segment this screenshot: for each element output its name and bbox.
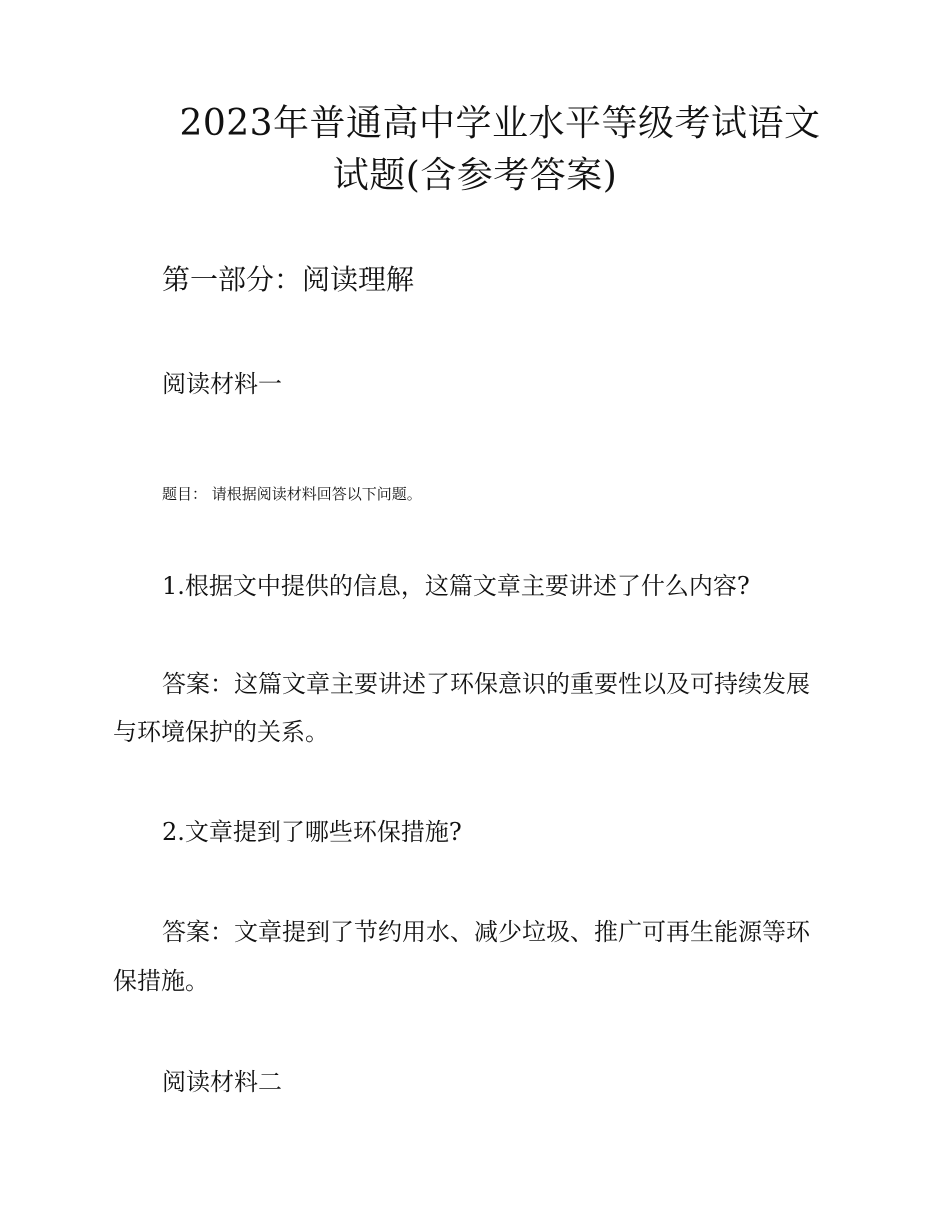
document-title-line-1: 2023年普通高中学业水平等级考试语文 <box>179 103 821 144</box>
answer-2-line-1: 答案：文章提到了节约用水、减少垃圾、推广可再生能源等环 <box>162 918 810 946</box>
material1-heading: 阅读材料一 <box>162 370 282 398</box>
part1-heading: 第一部分：阅读理解 <box>162 263 415 296</box>
question-1: 1.根据文中提供的信息，这篇文章主要讲述了什么内容? <box>162 572 750 600</box>
answer-2-line-2: 保措施。 <box>113 967 209 995</box>
document-title-line-2: 试题(含参考答案) <box>332 155 618 196</box>
answer-1-line-2: 与环境保护的关系。 <box>113 718 329 746</box>
question-prompt: 题目： 请根据阅读材料回答以下问题。 <box>162 485 422 503</box>
answer-1-line-1: 答案：这篇文章主要讲述了环保意识的重要性以及可持续发展 <box>162 670 810 698</box>
question-2: 2.文章提到了哪些环保措施? <box>162 818 462 846</box>
material2-heading: 阅读材料二 <box>162 1068 282 1096</box>
